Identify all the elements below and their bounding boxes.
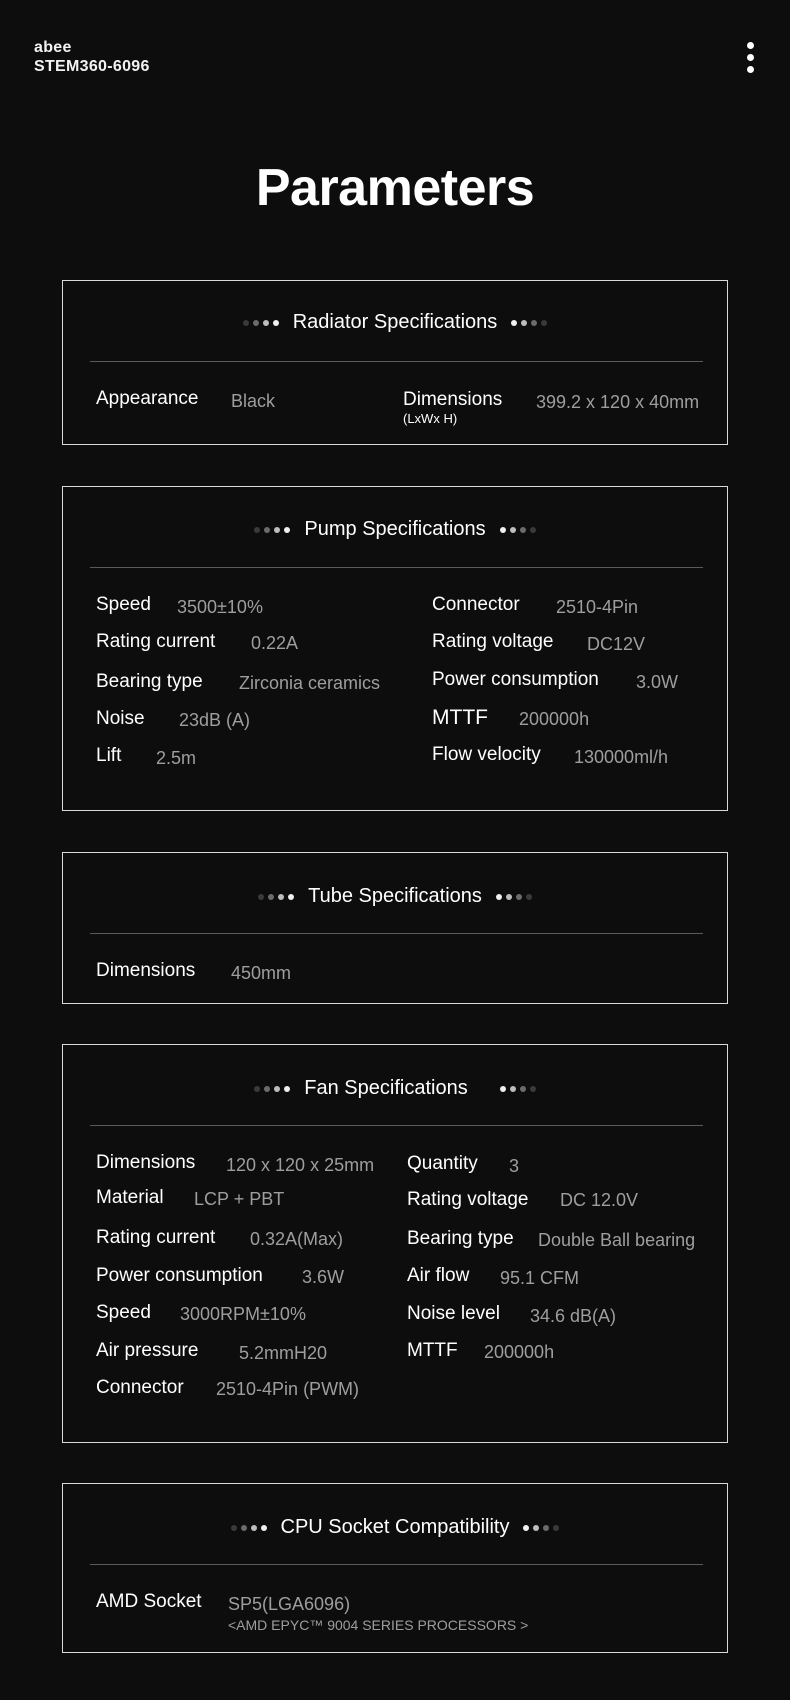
- spec-label: Connector: [96, 1377, 184, 1398]
- spec-label: Material: [96, 1187, 164, 1208]
- spec-value: 130000ml/h: [574, 747, 669, 767]
- spec-label: Flow velocity: [432, 744, 541, 765]
- amd-socket-note: <AMD EPYC™ 9004 SERIES PROCESSORS >: [228, 1617, 529, 1633]
- spec-label: Power consumption: [432, 669, 599, 690]
- dots-decor-icon: [521, 1516, 561, 1539]
- spec-label: Rating voltage: [407, 1189, 529, 1210]
- spec-value: 3000RPM±10%: [180, 1304, 306, 1324]
- spec-label: Dimensions: [96, 1152, 196, 1173]
- brand-name: abee: [34, 39, 72, 56]
- tube-heading: Tube Specifications: [63, 885, 727, 908]
- radiator-heading: Radiator Specifications: [63, 311, 727, 334]
- divider: [90, 1564, 703, 1565]
- spec-label: Rating current: [96, 1227, 216, 1248]
- spec-label: Speed: [96, 1302, 151, 1323]
- dots-decor-icon: [498, 518, 538, 541]
- spec-label: Air flow: [407, 1265, 470, 1286]
- amd-socket-label: AMD Socket: [96, 1591, 202, 1612]
- spec-value: 34.6 dB(A): [530, 1306, 617, 1326]
- spec-label: Speed: [96, 594, 151, 615]
- spec-label: Rating voltage: [432, 631, 554, 652]
- pump-heading: Pump Specifications: [63, 518, 727, 541]
- page-title: Parameters: [255, 159, 535, 217]
- dots-decor-icon: [252, 518, 292, 541]
- spec-label: MTTF: [407, 1340, 458, 1361]
- radiator-card: [62, 280, 728, 445]
- spec-label: Noise level: [407, 1303, 500, 1324]
- spec-label: Air pressure: [96, 1340, 199, 1361]
- fan-card: [62, 1044, 728, 1443]
- dots-decor-icon: [256, 885, 296, 908]
- spec-value: 2510-4Pin (PWM): [216, 1379, 360, 1399]
- tube-dimensions-label: Dimensions: [96, 960, 196, 981]
- spec-label: Quantity: [407, 1153, 478, 1174]
- dimensions-label: Dimensions: [403, 389, 503, 410]
- spec-label: Rating current: [96, 631, 216, 652]
- spec-value: 3500±10%: [177, 597, 263, 617]
- model-name: STEM360-6096: [34, 58, 150, 75]
- spec-value: 120 x 120 x 25mm: [226, 1155, 375, 1175]
- spec-value: Double Ball bearing: [538, 1230, 696, 1250]
- spec-value: 2.5m: [156, 748, 197, 768]
- divider: [90, 567, 703, 568]
- spec-value: Zirconia ceramics: [239, 673, 381, 693]
- spec-value: 200000h: [484, 1342, 555, 1362]
- spec-label: MTTF: [432, 706, 488, 729]
- spec-value: DC 12.0V: [560, 1190, 639, 1210]
- tube-dimensions-value: 450mm: [231, 963, 292, 983]
- appearance-value: Black: [231, 391, 276, 411]
- spec-value: 2510-4Pin: [556, 597, 639, 617]
- dots-decor-icon: [252, 1077, 292, 1100]
- pump-card: [62, 486, 728, 811]
- divider: [90, 1125, 703, 1126]
- cpu-card: [62, 1483, 728, 1653]
- divider: [90, 361, 703, 362]
- spec-value: LCP + PBT: [194, 1189, 285, 1209]
- spec-label: Power consumption: [96, 1265, 263, 1286]
- dots-decor-icon: [498, 1077, 538, 1100]
- brand: [34, 38, 150, 76]
- spec-value: DC12V: [587, 634, 646, 654]
- dots-decor-icon: [509, 311, 549, 334]
- tube-card: [62, 852, 728, 1004]
- cpu-heading: CPU Socket Compatibility: [63, 1516, 727, 1539]
- spec-value: 0.22A: [251, 633, 299, 653]
- dots-decor-icon: [494, 885, 534, 908]
- spec-label: Bearing type: [407, 1228, 514, 1249]
- fan-heading: Fan Specifications: [63, 1077, 727, 1100]
- appearance-label: Appearance: [96, 388, 199, 409]
- spec-label: Lift: [96, 745, 122, 766]
- dots-decor-icon: [229, 1516, 269, 1539]
- spec-value: 23dB (A): [179, 710, 251, 730]
- dimensions-value: 399.2 x 120 x 40mm: [536, 392, 700, 412]
- spec-value: 3.0W: [636, 672, 679, 692]
- divider: [90, 933, 703, 934]
- spec-value: 0.32A(Max): [250, 1229, 344, 1249]
- spec-value: 3: [509, 1156, 520, 1176]
- amd-socket-value: SP5(LGA6096): [228, 1594, 351, 1614]
- spec-value: 3.6W: [302, 1267, 345, 1287]
- dimensions-sub: (LxWx H): [403, 411, 458, 426]
- spec-value: 95.1 CFM: [500, 1268, 580, 1288]
- more-menu-icon[interactable]: [743, 42, 757, 88]
- dots-decor-icon: [241, 311, 281, 334]
- spec-value: 5.2mmH20: [239, 1343, 328, 1363]
- spec-label: Bearing type: [96, 671, 203, 692]
- spec-label: Connector: [432, 594, 520, 615]
- spec-label: Noise: [96, 708, 145, 729]
- spec-value: 200000h: [519, 709, 590, 729]
